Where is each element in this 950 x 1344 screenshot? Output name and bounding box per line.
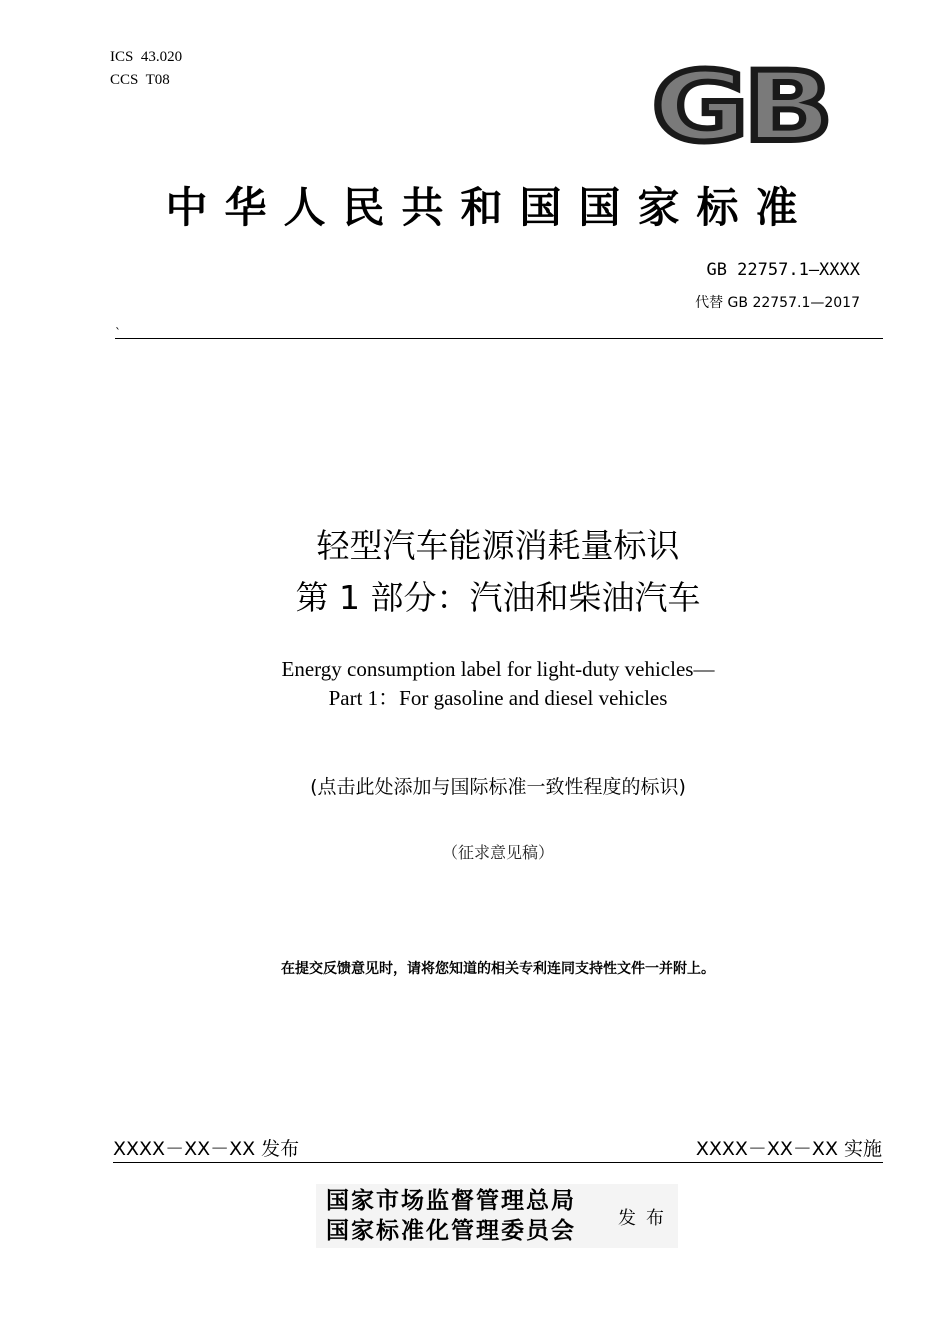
draft-status: （征求意见稿） [441,843,554,862]
header-divider [115,338,883,339]
title-cn-line2: 第 1 部分：汽油和柴油汽车 [295,578,701,617]
issuer-line1: 国家市场监督管理总局 [326,1187,576,1214]
issue-label: 发布 [618,1208,674,1229]
patent-notice: 在提交反馈意见时，请将您知道的相关专利连同支持性文件一并附上。 [281,961,715,977]
page-title: 中华人民共和国国家标准 [165,183,815,232]
title-cn-line1: 轻型汽车能源消耗量标识 [316,526,680,565]
issuer-line2: 国家标准化管理委员会 [326,1217,576,1244]
title-en-line2: Part 1：For gasoline and diesel vehicles [328,686,668,710]
gb-logo-text: GB [652,58,828,152]
tick-mark: ` [115,326,121,340]
consistency-note: (点击此处添加与国际标准一致性程度的标识) [310,776,686,798]
publish-date: XXXX－XX－XX 发布 [113,1138,300,1160]
replaces-standard: 代替 GB 22757.1—2017 [695,295,860,311]
classification-codes [110,46,182,92]
document-title-en [0,655,950,713]
gb-logo [648,58,832,152]
footer-divider [113,1162,883,1163]
implement-date: XXXX－XX－XX 实施 [695,1138,882,1160]
issuer-names [326,1186,576,1246]
ics-code: ICS 43.020 [110,49,183,65]
title-en-line1: Energy consumption label for light-duty vehicles— [281,657,715,681]
ccs-code: CCS T08 [110,72,170,88]
standard-number: GB 22757.1—XXXX [706,260,860,280]
document-title-cn [0,520,950,624]
